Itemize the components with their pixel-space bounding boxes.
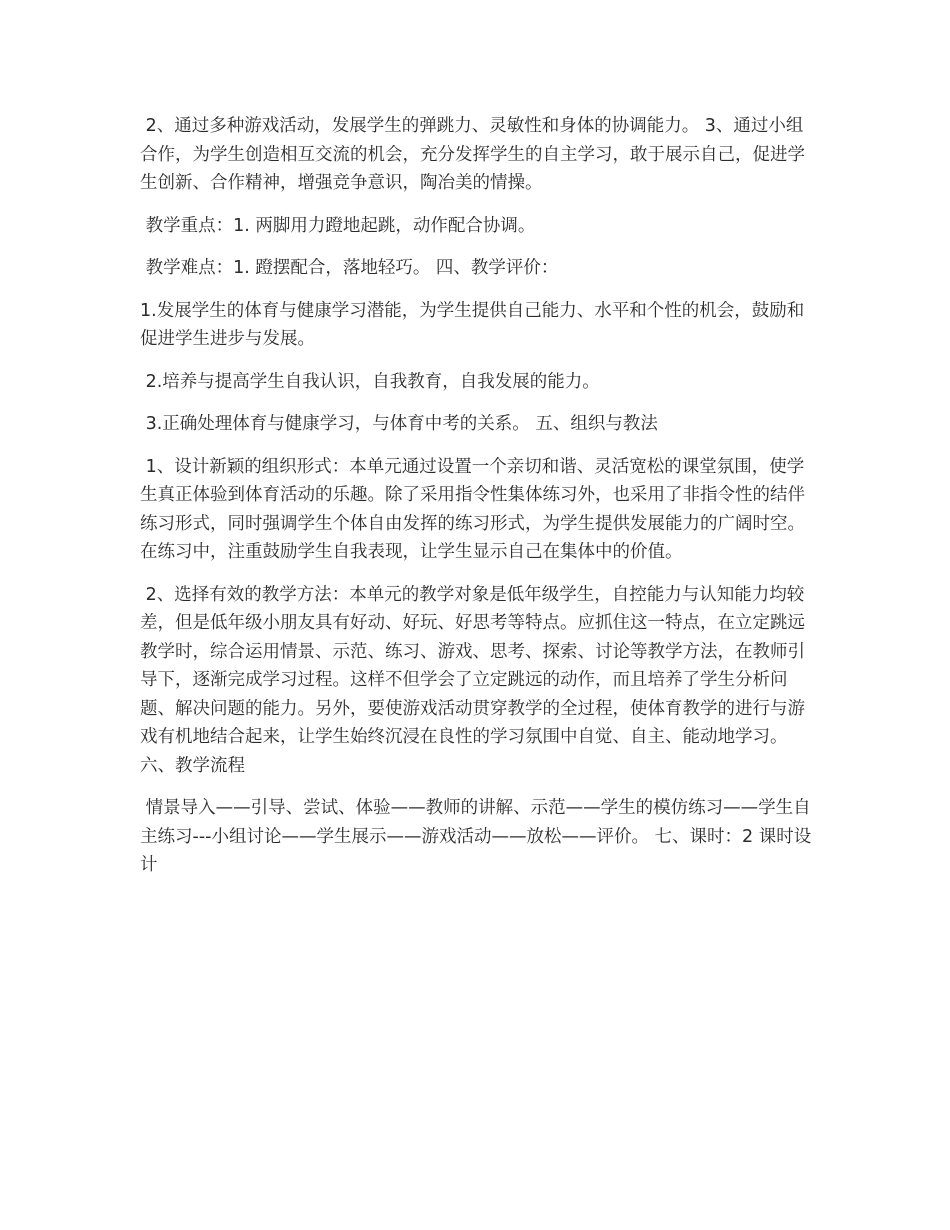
paragraph-objectives: 2、通过多种游戏活动，发展学生的弹跳力、灵敏性和身体的协调能力。 3、通过小组合作，为学生创造相互交流的机会，充分发挥学生的自主学习，敢于展示自己，促进学生创新、合作精神，增强竞争意识，陶冶美的情操。 <box>140 116 805 193</box>
paragraph-process: 情景导入——引导、尝试、体验——教师的讲解、示范——学生的模仿练习——学生自主练习---小组讨论——学生展示——游戏活动——放松——评价。 七、课时：2 课时设计 <box>140 798 812 875</box>
paragraph-evaluation-3: 3.正确处理体育与健康学习，与体育中考的关系。 五、组织与教法 <box>140 414 658 434</box>
paragraph-difficulties: 教学难点：1. 蹬摆配合，落地轻巧。 四、教学评价： <box>140 258 559 278</box>
paragraph-evaluation-1: 1.发展学生的体育与健康学习潜能，为学生提供自己能力、水平和个性的机会，鼓励和促进学生进步与发展。 <box>140 300 805 349</box>
paragraph-methods: 2、选择有效的教学方法：本单元的教学对象是低年级学生，自控能力与认知能力均较差，但是低年级小朋友具有好动、好玩、好思考等特点。应抓住这一特点，在立定跳远教学时，综合运用情景、示范、练习、游戏、思考、探索、讨论等教学方法，在教师引导下，逐渐完成学习过程。这样不但学会了立定跳远的动作，而且培养了学生分析问题、解决问题的能力。另外，要使游戏活动贯穿教学的全过程，使体育教学的进行与游戏有机地结合起来，让学生始终沉浸在良性的学习氛围中自觉、自主、能动地学习。 六、教学流程 <box>140 584 805 776</box>
paragraph-organization: 1、设计新颖的组织形式：本单元通过设置一个亲切和谐、灵活宽松的课堂氛围，使学生真正体验到体育活动的乐趣。除了采用指令性集体练习外，也采用了非指令性的结伴练习形式，同时强调学生个体自由发挥的练习形式，为学生提供发展能力的广阔时空。在练习中，注重鼓励学生自我表现，让学生显示自己在集体中的价值。 <box>140 456 805 562</box>
paragraph-key-points: 教学重点：1. 两脚用力蹬地起跳，动作配合协调。 <box>140 215 536 236</box>
document-body <box>140 112 812 894</box>
paragraph-evaluation-2: 2.培养与提高学生自我认识，自我教育，自我发展的能力。 <box>140 371 600 392</box>
